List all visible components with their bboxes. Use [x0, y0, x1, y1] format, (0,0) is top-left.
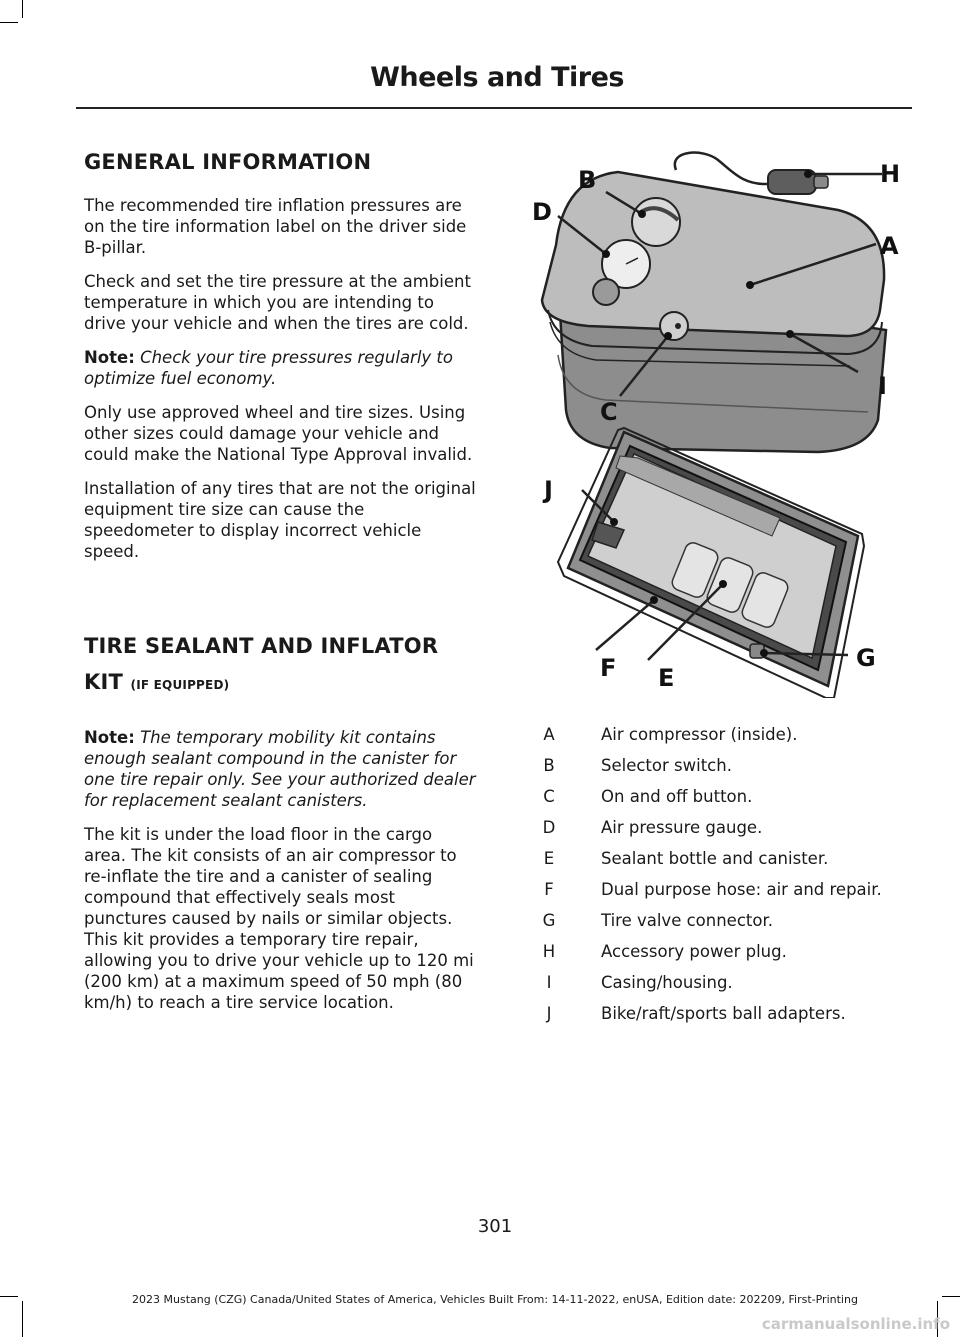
crop-mark — [0, 22, 18, 23]
paragraph: The kit is under the load floor in the cargo area. The kit consists of an air compressor to re-inflate the tire and a canister of sealing compound that effectively seals most punctures caused by nails or similar objects. This kit provides a temporary tire repair, allowing you to drive your vehicle up to 120 mi (200 km) at a maximum speed of 50 mph (80 km/h) to reach a tire service location. — [84, 825, 474, 1012]
section-heading-line2: KIT — [84, 670, 124, 694]
legend-text: Air compressor (inside). — [601, 725, 798, 744]
general-information-section — [84, 150, 476, 575]
legend-key: D — [542, 818, 556, 837]
note-label: Note: — [84, 728, 135, 747]
callout-label: C — [600, 398, 618, 426]
callout-label: I — [878, 372, 887, 400]
legend-key: I — [546, 973, 552, 992]
section-heading-suffix: (IF EQUIPPED) — [130, 678, 230, 692]
callout-label: D — [532, 198, 552, 226]
footer-text: 2023 Mustang (CZG) Canada/United States of America, Vehicles Built From: 14-11-2022, enUSA, Edition date: 202209, First-Printing — [132, 1293, 858, 1306]
note-text: Check your tire pressures regularly to optimize fuel economy. — [84, 348, 453, 388]
legend-key: E — [543, 849, 555, 868]
legend-text: Casing/housing. — [601, 973, 733, 992]
legend-text: Sealant bottle and canister. — [601, 849, 829, 868]
legend-item — [532, 910, 912, 931]
paragraph: Installation of any tires that are not the original equipment tire size can cause the speedometer to display incorrect vehicle speed. — [84, 479, 476, 561]
legend-key: C — [543, 787, 555, 806]
watermark[interactable]: carmanualsonline.info — [761, 1315, 950, 1333]
legend-text: On and off button. — [601, 787, 753, 806]
crop-mark — [22, 1301, 23, 1337]
page-number: 301 — [477, 1216, 513, 1237]
selector-switch-icon — [632, 198, 680, 246]
legend-key: B — [543, 756, 555, 775]
legend-item — [532, 879, 912, 900]
legend-item — [532, 972, 912, 993]
inflator-kit-illustration — [528, 150, 912, 698]
note — [84, 727, 476, 811]
legend-item — [532, 786, 912, 807]
legend-text: Dual purpose hose: air and repair. — [601, 880, 882, 899]
legend-text: Bike/raft/sports ball adapters. — [601, 1004, 846, 1023]
callout-label: A — [880, 232, 899, 260]
legend-key: H — [542, 942, 556, 961]
callout-label: E — [658, 664, 675, 692]
tire-sealant-section — [84, 628, 476, 1026]
callout-label: B — [578, 166, 597, 194]
figure-legend — [532, 724, 912, 1034]
legend-item — [532, 941, 912, 962]
legend-text: Tire valve connector. — [601, 911, 773, 930]
note-text: The temporary mobility kit contains enough sealant compound in the canister for one tire repair only. See your authorized dealer for replacement sealant canisters. — [84, 728, 476, 810]
callout-label: F — [600, 654, 617, 682]
callout-label: H — [880, 160, 901, 188]
note — [84, 347, 476, 389]
legend-key: J — [546, 1004, 552, 1023]
legend-key: G — [542, 911, 556, 930]
legend-item — [532, 1003, 912, 1024]
legend-text: Accessory power plug. — [601, 942, 787, 961]
legend-key: A — [543, 725, 555, 744]
callout-label: J — [544, 476, 553, 504]
legend-text: Selector switch. — [601, 756, 732, 775]
header-rule — [76, 107, 912, 109]
section-heading: GENERAL INFORMATION — [84, 150, 372, 174]
callout-label: G — [856, 644, 876, 672]
section-heading — [84, 628, 476, 703]
crop-mark — [22, 0, 23, 18]
legend-item — [532, 817, 912, 838]
page-title: Wheels and Tires — [370, 62, 624, 93]
paragraph: Only use approved wheel and tire sizes. Using other sizes could damage your vehicle and could make the National Type Approval invalid. — [84, 403, 473, 464]
compressor-body — [542, 172, 886, 452]
legend-text: Air pressure gauge. — [601, 818, 763, 837]
legend-item — [532, 724, 912, 745]
knob-icon — [593, 279, 619, 305]
paragraph: The recommended tire inflation pressures are on the tire information label on the driver side B-pillar. — [84, 196, 467, 257]
section-heading-line1: TIRE SEALANT AND INFLATOR — [84, 634, 439, 658]
note-label: Note: — [84, 348, 135, 367]
paragraph: Check and set the tire pressure at the ambient temperature in which you are intending to drive your vehicle and when the tires are cold. — [84, 272, 471, 333]
legend-key: F — [544, 880, 554, 899]
legend-item — [532, 755, 912, 776]
legend-item — [532, 848, 912, 869]
